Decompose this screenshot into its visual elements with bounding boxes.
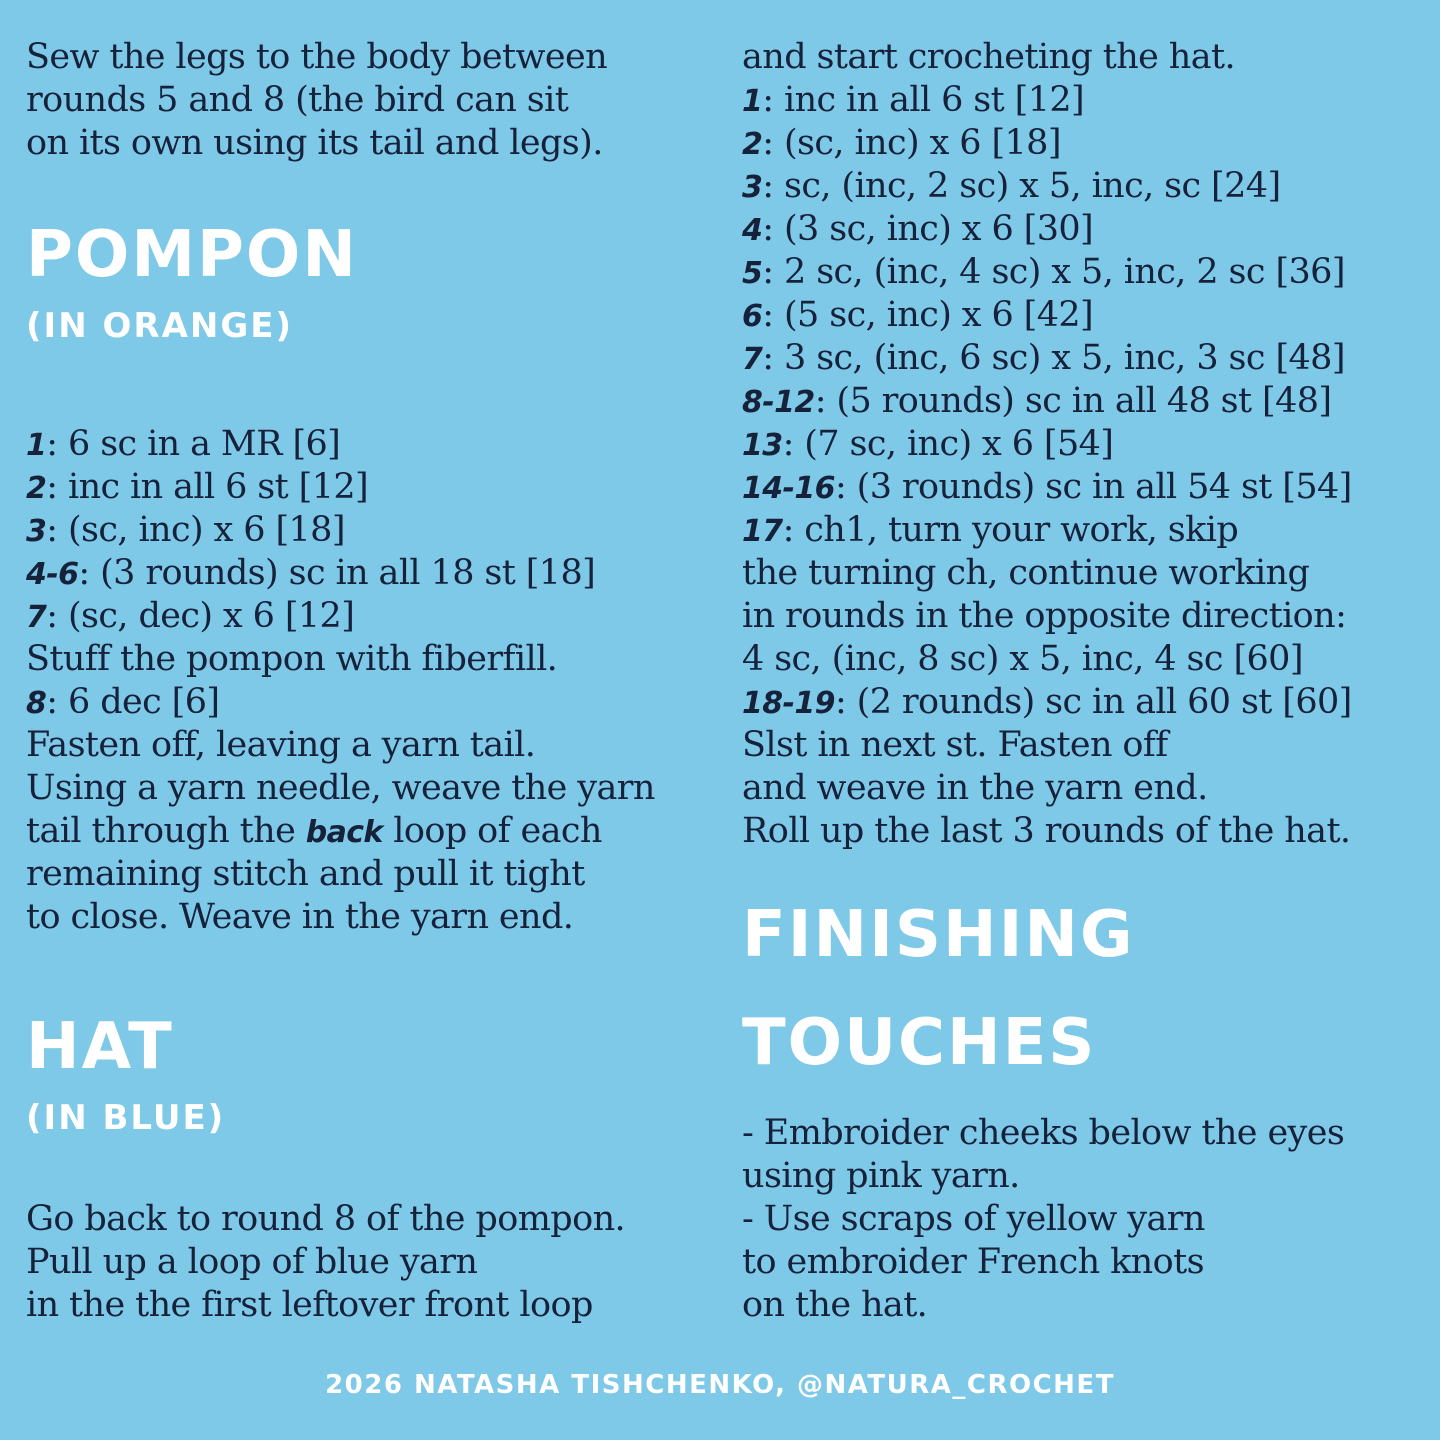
- hat-intro-line: in the the first leftover front loop: [26, 1285, 593, 1325]
- pompon-row: [26, 552, 595, 596]
- round-text: the turning ch, continue working: [742, 553, 1310, 593]
- round-number: 7: [26, 600, 47, 635]
- back-line-before: tail through the: [26, 811, 306, 851]
- round-text: : 2 sc, (inc, 4 sc) x 5, inc, 2 sc [36]: [762, 252, 1345, 292]
- finishing-line: using pink yarn.: [742, 1156, 1020, 1196]
- pompon-row: [26, 509, 345, 553]
- round-text: in rounds in the opposite direction:: [742, 596, 1347, 636]
- finishing-title: FINISHING: [742, 898, 1135, 972]
- hat-row: [742, 552, 1309, 596]
- pompon-subtitle: (IN ORANGE): [26, 306, 294, 346]
- hat-row: [742, 122, 1061, 166]
- round-text: : 6 sc in a MR [6]: [46, 424, 341, 464]
- pompon-row: [26, 681, 219, 725]
- round-text: Roll up the last 3 rounds of the hat.: [742, 811, 1351, 851]
- round-text: and weave in the yarn end.: [742, 768, 1208, 808]
- hat-intro-line: Go back to round 8 of the pompon.: [26, 1199, 626, 1239]
- round-number: 13: [742, 428, 783, 463]
- round-number: 3: [26, 514, 47, 549]
- round-number: 1: [742, 84, 763, 119]
- round-text: : inc in all 6 st [12]: [762, 80, 1085, 120]
- round-number: 2: [26, 471, 47, 506]
- round-text: : (sc, dec) x 6 [12]: [46, 596, 355, 636]
- round-number: 18-19: [742, 686, 835, 721]
- footer-credit: 2026 NATASHA TISHCHENKO, @NATURA_CROCHET: [325, 1370, 1115, 1400]
- round-text: : (sc, inc) x 6 [18]: [762, 123, 1061, 163]
- finishing-line: - Embroider cheeks below the eyes: [742, 1113, 1345, 1153]
- round-number: 8: [26, 686, 47, 721]
- round-text: : sc, (inc, 2 sc) x 5, inc, sc [24]: [762, 166, 1281, 206]
- round-number: 14-16: [742, 471, 835, 506]
- hat-row: [742, 79, 1084, 123]
- hat-row: [742, 595, 1346, 639]
- hat-row: [742, 724, 1168, 768]
- pompon-row: [26, 466, 368, 510]
- round-text: : (3 sc, inc) x 6 [30]: [762, 209, 1094, 249]
- round-text: Fasten off, leaving a yarn tail.: [26, 725, 536, 765]
- round-number: 6: [742, 299, 763, 334]
- back-line-after: loop of each: [382, 811, 602, 851]
- round-text: : (7 sc, inc) x 6 [54]: [782, 424, 1114, 464]
- round-text: : (5 rounds) sc in all 48 st [48]: [814, 381, 1332, 421]
- hat-row: [742, 509, 1238, 553]
- pompon-line: remaining stitch and pull it tight: [26, 854, 585, 894]
- intro-line: Sew the legs to the body between: [26, 37, 608, 77]
- round-text: 4 sc, (inc, 8 sc) x 5, inc, 4 sc [60]: [742, 639, 1303, 679]
- pompon-line: to close. Weave in the yarn end.: [26, 897, 574, 937]
- hat-start-line: and start crocheting the hat.: [742, 37, 1235, 77]
- round-number: 17: [742, 514, 783, 549]
- hat-row: [742, 810, 1350, 854]
- hat-row: [742, 638, 1303, 682]
- hat-row: [742, 423, 1113, 467]
- hat-row: [742, 681, 1352, 725]
- pompon-row: [26, 724, 535, 768]
- hat-row: [742, 208, 1093, 252]
- round-text: : (3 rounds) sc in all 54 st [54]: [834, 467, 1352, 507]
- hat-title: HAT: [26, 1010, 174, 1084]
- pompon-row: [26, 638, 557, 682]
- round-number: 8-12: [742, 385, 815, 420]
- hat-subtitle: (IN BLUE): [26, 1098, 226, 1138]
- pompon-title: POMPON: [26, 218, 358, 292]
- hat-row: [742, 337, 1345, 381]
- round-text: Slst in next st. Fasten off: [742, 725, 1168, 765]
- round-number: 4: [742, 213, 763, 248]
- hat-intro-line: Pull up a loop of blue yarn: [26, 1242, 478, 1282]
- round-text: : 6 dec [6]: [46, 682, 220, 722]
- round-text: : (sc, inc) x 6 [18]: [46, 510, 345, 550]
- round-text: : (3 rounds) sc in all 18 st [18]: [78, 553, 596, 593]
- hat-row: [742, 294, 1093, 338]
- hat-row: [742, 251, 1345, 295]
- finishing-line: to embroider French knots: [742, 1242, 1204, 1282]
- hat-row: [742, 466, 1352, 510]
- finishing-title-line2: TOUCHES: [742, 1006, 1097, 1080]
- round-text: Using a yarn needle, weave the yarn: [26, 768, 655, 808]
- round-number: 3: [742, 170, 763, 205]
- finishing-line: - Use scraps of yellow yarn: [742, 1199, 1205, 1239]
- finishing-line: on the hat.: [742, 1285, 928, 1325]
- round-number: 5: [742, 256, 763, 291]
- pompon-row: [26, 767, 655, 811]
- round-text: : ch1, turn your work, skip: [782, 510, 1239, 550]
- round-text: : inc in all 6 st [12]: [46, 467, 369, 507]
- intro-line: rounds 5 and 8 (the bird can sit: [26, 80, 569, 120]
- round-number: 1: [26, 428, 47, 463]
- round-number: 2: [742, 127, 763, 162]
- hat-row: [742, 165, 1281, 209]
- round-number: 4-6: [26, 557, 79, 592]
- round-text: : (5 sc, inc) x 6 [42]: [762, 295, 1094, 335]
- hat-row: [742, 380, 1331, 424]
- intro-line: on its own using its tail and legs).: [26, 123, 603, 163]
- round-text: : (2 rounds) sc in all 60 st [60]: [834, 682, 1352, 722]
- hat-row: [742, 767, 1208, 811]
- back-loop-emphasis: back: [305, 815, 383, 850]
- round-text: Stuff the pompon with fiberfill.: [26, 639, 558, 679]
- pompon-back-line: [26, 810, 602, 854]
- round-number: 7: [742, 342, 763, 377]
- pompon-row: [26, 595, 354, 639]
- round-text: : 3 sc, (inc, 6 sc) x 5, inc, 3 sc [48]: [762, 338, 1345, 378]
- pompon-row: [26, 423, 340, 467]
